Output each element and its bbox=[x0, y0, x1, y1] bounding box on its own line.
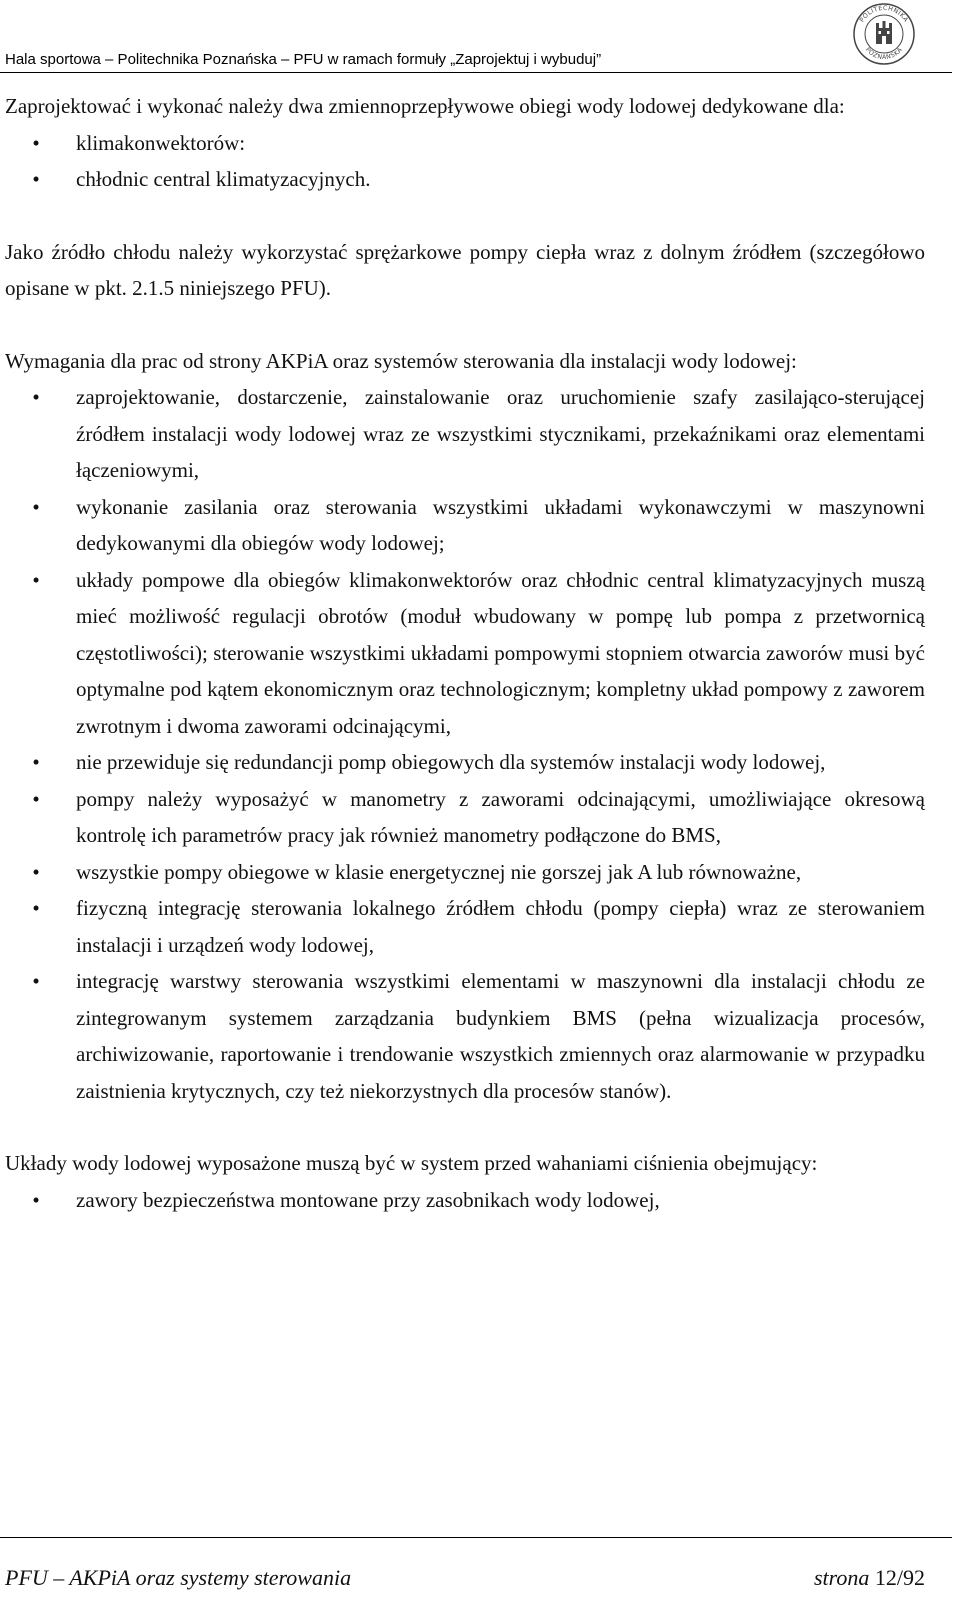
list-item-text: układy pompowe dla obiegów klimakonwektorów oraz chłodnic central klimatyzacyjnych muszą mieć możliwość regulacji obrotów (moduł wbudowany w pompę lub pompa z przetwornicą częstotliwości); sterowanie wszystkimi układami pompowymi stopniem otwarcia zaworów musi być optymalne pod kątem ekonomicznym oraz technologicznym; kompletny układ pompowy z zaworem zwrotnym i dwoma zaworami odcinającymi, bbox=[76, 567, 925, 738]
bullet-icon: • bbox=[32, 750, 40, 774]
university-seal-icon bbox=[852, 2, 916, 66]
seal-top-text: POLITECHNIKA bbox=[858, 4, 910, 24]
paragraph: Zaprojektować i wykonać należy dwa zmiennoprzepływowe obiegi wody lodowej dedykowane dla: bbox=[5, 94, 845, 118]
list-item-text: nie przewiduje się redundancji pomp obiegowych dla systemów instalacji wody lodowej, bbox=[76, 750, 826, 774]
page-footer bbox=[0, 1537, 960, 1622]
bullet-icon: • bbox=[32, 1187, 40, 1212]
list-item-text: integrację warstwy sterowania wszystkimi elementami w maszynowni dla instalacji chłodu ze zintegrowanym systemem zarządzania budynkiem BMS (pełna wizualizacja procesów, archiwizowanie, raportowanie i trendowanie wszystkich zmiennych oraz alarmowanie w przypadku zaistnienia krytycznych, czy też niekorzystnych dla procesów stanów). bbox=[76, 969, 925, 1103]
list-item bbox=[5, 379, 925, 489]
bullet-icon: • bbox=[32, 494, 40, 519]
bullet-icon: • bbox=[32, 385, 40, 409]
bullet-icon: • bbox=[32, 969, 40, 993]
bullet-list bbox=[5, 379, 925, 1109]
list-item bbox=[5, 963, 925, 1109]
paragraph-gap bbox=[5, 1109, 925, 1145]
header-title: Hala sportowa – Politechnika Poznańska – PFU w ramach formuły „Zaprojektuj i wybuduj” bbox=[5, 51, 602, 68]
list-item bbox=[5, 489, 925, 562]
paragraph: Jako źródło chłodu należy wykorzystać sprężarkowe pompy ciepła wraz z dolnym źródłem (szczegółowo opisane w pkt. 2.1.5 niniejszego PFU). bbox=[5, 239, 925, 300]
footer-section-title: PFU – AKPiA oraz systemy sterowania bbox=[5, 1565, 352, 1590]
list-item-text: zaprojektowanie, dostarczenie, zainstalowanie oraz uruchomienie szafy zasilająco-sterującej źródłem instalacji wody lodowej wraz ze wszystkimi stycznikami, przekaźnikami oraz elementami łączeniowymi, bbox=[76, 385, 925, 482]
footer-divider bbox=[0, 1537, 952, 1538]
list-item bbox=[5, 125, 925, 162]
page-header bbox=[0, 0, 960, 76]
list-item bbox=[5, 161, 925, 198]
list-item-text: fizyczną integrację sterowania lokalnego źródłem chłodu (pompy ciepła) wraz ze sterowaniem instalacji i urządzeń wody lodowej, bbox=[76, 896, 925, 957]
bullet-icon: • bbox=[32, 167, 40, 191]
header-divider bbox=[0, 72, 952, 73]
list-item-text: klimakonwektorów: bbox=[76, 130, 246, 155]
bullet-list bbox=[5, 125, 925, 198]
list-item-text: wykonanie zasilania oraz sterowania wszystkimi układami wykonawczymi w maszynowni dedykowanymi dla obiegów wody lodowej; bbox=[76, 494, 925, 555]
list-item bbox=[5, 854, 925, 891]
list-item-text: zawory bezpieczeństwa montowane przy zasobnikach wody lodowej, bbox=[76, 1187, 660, 1212]
paragraph: Układy wody lodowej wyposażone muszą być w system przed wahaniami ciśnienia obejmujący: bbox=[5, 1151, 818, 1175]
list-item-text: pompy należy wyposażyć w manometry z zaworami odcinającymi, umożliwiające okresową kontrolę ich parametrów pracy jak również manometry podłączone do BMS, bbox=[76, 786, 925, 847]
list-item-text: chłodnic central klimatyzacyjnych. bbox=[76, 167, 371, 191]
bullet-icon: • bbox=[32, 786, 40, 811]
paragraph-gap bbox=[5, 307, 925, 343]
list-item bbox=[5, 744, 925, 781]
page-label: strona bbox=[813, 1565, 870, 1590]
list-item bbox=[5, 562, 925, 745]
paragraph-gap bbox=[5, 198, 925, 234]
page-number-value: 12/92 bbox=[874, 1565, 925, 1590]
list-item-text: wszystkie pompy obiegowe w klasie energetycznej nie gorszej jak A lub równoważne, bbox=[76, 859, 802, 884]
svg-text:POZNAŃSKA bbox=[864, 46, 905, 61]
list-item bbox=[5, 781, 925, 854]
list-item bbox=[5, 890, 925, 963]
bullet-list bbox=[5, 1182, 925, 1219]
bullet-icon: • bbox=[32, 896, 40, 920]
bullet-icon: • bbox=[32, 567, 40, 592]
bullet-icon: • bbox=[32, 130, 40, 155]
bullet-icon: • bbox=[32, 859, 40, 884]
page-number bbox=[814, 1565, 925, 1591]
list-item bbox=[5, 1182, 925, 1219]
paragraph: Wymagania dla prac od strony AKPiA oraz systemów sterowania dla instalacji wody lodowej: bbox=[5, 348, 797, 373]
document-body bbox=[5, 88, 925, 1218]
seal-bottom-text: POZNAŃSKA bbox=[863, 46, 905, 62]
